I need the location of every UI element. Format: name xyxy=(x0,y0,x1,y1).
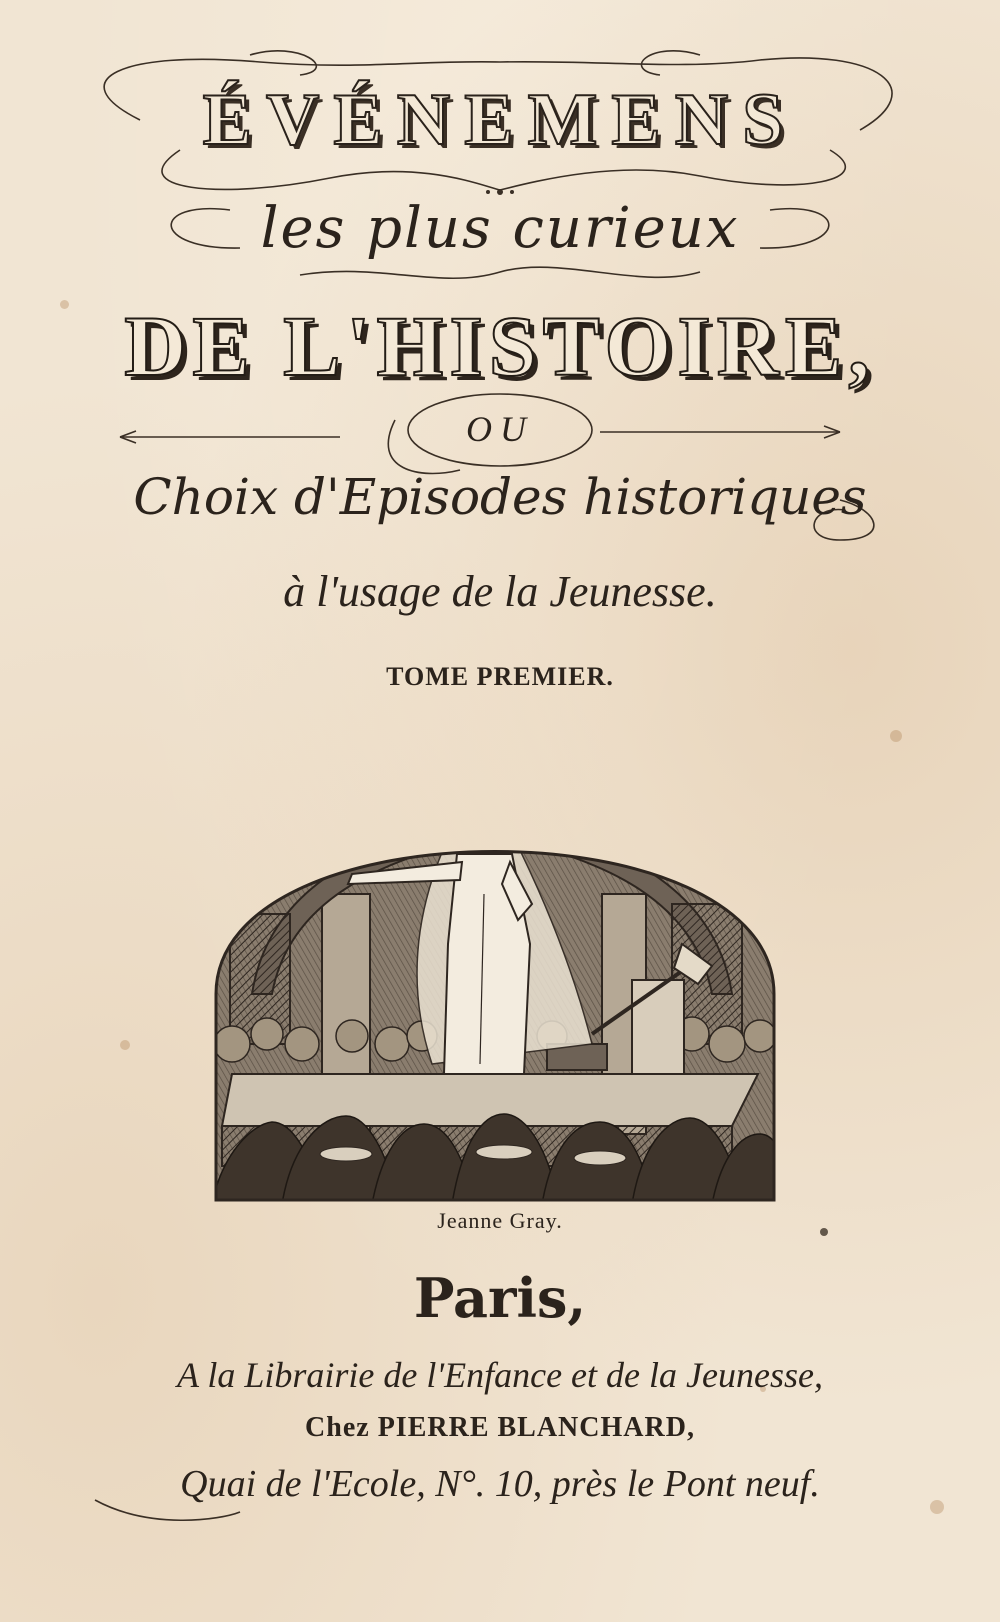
title-history: DE L'HISTOIRE, xyxy=(124,298,876,394)
subtitle-episodes: Choix d'Episodes historiques xyxy=(133,468,867,526)
volume-label: TOME PREMIER. xyxy=(386,662,614,691)
imprint-publisher-name: Chez PIERRE BLANCHARD, xyxy=(305,1412,695,1443)
imprint-address: Quai de l'Ecole, N°. 10, près le Pont neuf. xyxy=(180,1463,820,1505)
imprint-city: Paris, xyxy=(413,1266,587,1330)
connector-ou: OU xyxy=(466,409,534,449)
engraving-illustration xyxy=(212,744,778,1204)
title-sub: les plus curieux xyxy=(260,196,740,261)
title-main: ÉVÉNEMENS xyxy=(202,79,798,161)
illustration-caption: Jeanne Gray. xyxy=(437,1208,563,1233)
imprint-publisher-line: A la Librairie de l'Enfance et de la Jeunesse, xyxy=(177,1355,823,1395)
subtitle-usage: à l'usage de la Jeunesse. xyxy=(283,567,717,616)
